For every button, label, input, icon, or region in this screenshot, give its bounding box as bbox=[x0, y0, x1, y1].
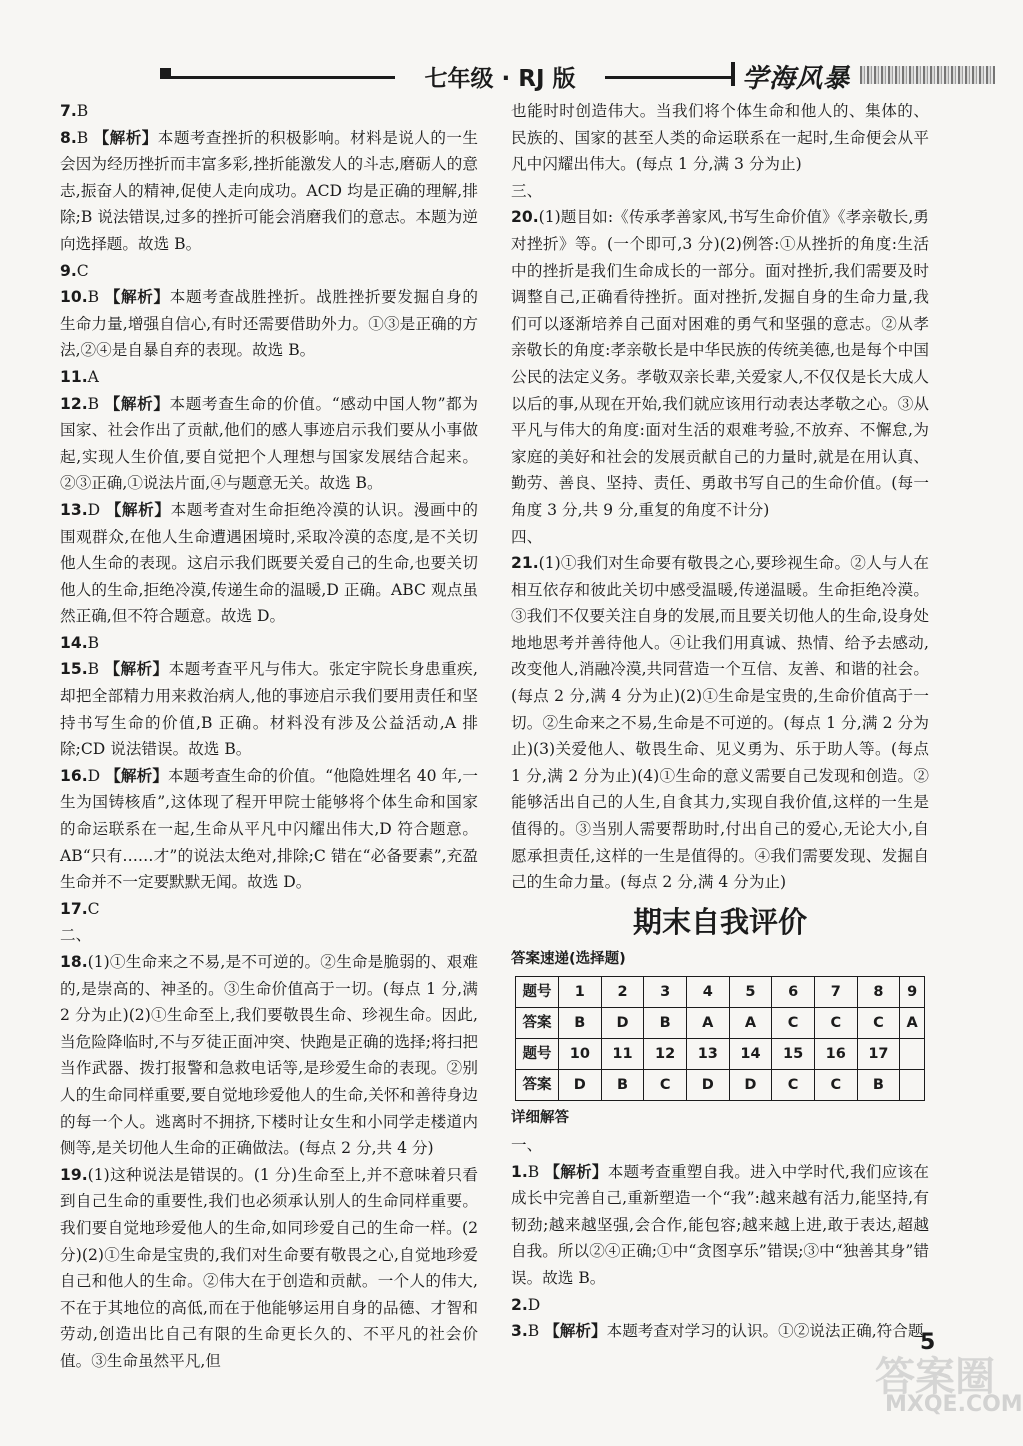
header-title: 七年级 · RJ 版 bbox=[395, 66, 605, 92]
analysis-tag: 【解析】 bbox=[104, 394, 170, 413]
answer-table-cell: 10 bbox=[559, 1039, 602, 1070]
answer-item bbox=[511, 178, 929, 205]
answer-table bbox=[515, 976, 925, 1101]
answer-item bbox=[60, 949, 478, 1162]
answer-choice: B bbox=[87, 288, 105, 307]
answer-table-cell: B bbox=[857, 1070, 900, 1101]
analysis-tag: 【解析】 bbox=[93, 128, 158, 147]
answer-table-cell: 1 bbox=[559, 977, 602, 1008]
answer-item bbox=[511, 550, 929, 896]
answer-table-cell: D bbox=[729, 1070, 772, 1101]
answer-table-cell: 17 bbox=[857, 1039, 900, 1070]
answer-text: C bbox=[87, 899, 100, 918]
quick-answers-label: 答案速递(选择题) bbox=[511, 950, 626, 967]
answer-table-cell: 15 bbox=[772, 1039, 815, 1070]
answer-table-cell: A bbox=[729, 1008, 772, 1039]
analysis-tag: 【解析】 bbox=[544, 1162, 608, 1181]
answer-table-cell: A bbox=[900, 1008, 925, 1039]
detail-label: 详细解答 bbox=[511, 1110, 569, 1127]
question-number: 2. bbox=[511, 1295, 528, 1314]
answer-table-cell: C bbox=[772, 1008, 815, 1039]
answer-item bbox=[60, 258, 478, 285]
answer-table-cell: B bbox=[559, 1008, 602, 1039]
answer-text: 本题考查挫折的积极影响。材料是说人的一生会因为经历挫折而丰富多彩,挫折能激发人的斗志,磨砺人的意志,振奋人的精神,促使人走向成功。ACD 均是正确的理解,排除;B 说法错误,过多的挫折可能会消磨我们的意志。本题为逆向选择题。故选 B。 bbox=[60, 128, 478, 253]
answer-item bbox=[60, 98, 478, 125]
answer-text: 本题考查对生命拒绝冷漠的认识。漫画中的围观群众,在他人生命遭遇困境时,采取冷漠的态度,是不关切他人生命的表现。这启示我们既要关爱自己的生命,也要关切他人的生命,拒绝冷漠,传递生命的温暖,D 正确。ABC 观点虽然正确,但不符合题意。故选 D。 bbox=[60, 500, 478, 626]
question-number: 8. bbox=[60, 128, 77, 147]
answer-text: C bbox=[76, 261, 89, 280]
answer-table-row bbox=[516, 977, 925, 1008]
question-number: 9. bbox=[60, 261, 77, 280]
answer-table-cell: C bbox=[644, 1070, 687, 1101]
answer-table-cell bbox=[900, 1070, 925, 1101]
answer-text: 本题考查平凡与伟大。张定宇院长身患重疾,却把全部精力用来救治病人,他的事迹启示我们要用责任和坚持书写生命的价值,B 正确。材料没有涉及公益活动,A 排除;CD 说法错误。故选 B。 bbox=[60, 660, 478, 759]
brand-logo: 学海风暴 bbox=[742, 64, 851, 94]
answer-text: D bbox=[527, 1295, 541, 1314]
answer-table-cell bbox=[900, 1039, 925, 1070]
answer-table-cell: D bbox=[686, 1070, 729, 1101]
question-number: 1. bbox=[511, 1162, 528, 1181]
question-number: 15. bbox=[60, 660, 88, 679]
question-number: 20. bbox=[511, 208, 539, 227]
section-items bbox=[511, 1159, 929, 1345]
answer-item bbox=[511, 524, 929, 551]
question-number: 19. bbox=[60, 1165, 88, 1184]
page-number: 5 bbox=[920, 1330, 936, 1355]
answer-text: B bbox=[76, 102, 89, 120]
answer-table-cell: C bbox=[814, 1070, 857, 1101]
answer-table-cell: B bbox=[644, 1008, 687, 1039]
question-number: 16. bbox=[60, 766, 88, 785]
answer-text: (1)题目如:《传承孝善家风,书写生命价值》《孝亲敬长,勇对挫折》等。(一个即可,3 分)(2)例答:①从挫折的角度:生活中的挫折是我们生命成长的一部分。面对挫折,我们需要及时调整自己,正确看待挫折。面对挫折,发掘自身的生命力量,我们可以逐渐培养自己面对困难的勇气和坚强的意志。②从孝亲敬长的角度:孝亲敬长是中华民族的传统美德,也是每个中国公民的法定义务。孝敬双亲长辈,关爱家人,不仅仅是长大成人以后的事,从现在开始,我们就应该用行动表达孝敬之心。③从平凡与伟大的角度:面对生活的艰难考验,不放弃、不懈怠,为家庭的美好和社会的发展贡献自己的力量时,就是在用认真、勤劳、善良、坚持、责任、勇敢书写自己的生命价值。(每一角度 3 分,共 9 分,重复的角度不计分) bbox=[511, 208, 929, 519]
answer-table-row bbox=[516, 1008, 925, 1039]
right-column-items bbox=[511, 98, 929, 896]
answer-table-cell: C bbox=[772, 1070, 815, 1101]
part-label: 一、 bbox=[511, 1136, 543, 1154]
answer-text: 本题考查生命的价值。“感动中国人物”都为国家、社会作出了贡献,他们的感人事迹启示我们要从小事做起,实现人生价值,要自觉把个人理想与国家发展结合起来。②③正确,①说法片面,④与题意无关。故选 B。 bbox=[60, 394, 478, 493]
answer-item bbox=[60, 391, 478, 497]
question-number: 11. bbox=[60, 367, 88, 386]
answer-item bbox=[60, 896, 478, 923]
answer-choice: B bbox=[527, 1322, 545, 1341]
answer-item bbox=[60, 630, 478, 657]
answer-table-row bbox=[516, 1039, 925, 1070]
answer-item bbox=[60, 922, 478, 949]
answer-choice: B bbox=[527, 1162, 545, 1181]
answer-item bbox=[60, 763, 478, 896]
answer-table-row-label: 答案 bbox=[516, 1008, 559, 1039]
answer-choice: B bbox=[87, 660, 105, 679]
answer-table-row-label: 题号 bbox=[516, 1039, 559, 1070]
answer-item bbox=[60, 1162, 478, 1375]
answer-text: 本题考查对学习的认识。①②说法正确,符合题 bbox=[606, 1322, 924, 1341]
answer-table-cell: 4 bbox=[686, 977, 729, 1008]
answer-item bbox=[511, 1318, 929, 1345]
question-number: 21. bbox=[511, 554, 539, 573]
answer-table-row-label: 答案 bbox=[516, 1070, 559, 1101]
answer-text: A bbox=[87, 367, 99, 386]
question-number: 14. bbox=[60, 633, 88, 652]
analysis-tag: 【解析】 bbox=[544, 1322, 607, 1341]
answer-table-row bbox=[516, 1070, 925, 1101]
answer-text: 本题考查重塑自我。进入中学时代,我们应该在成长中完善自己,重新塑造一个“我”:越来越有活力,能坚持,有韧劲;越来越坚强,会合作,能包容;越来越上进,敢于表达,超越自我。所以②④正确;①中“贪图享乐”错误;③中“独善其身”错误。故选 B。 bbox=[511, 1162, 929, 1287]
answer-item bbox=[60, 497, 478, 630]
question-number: 13. bbox=[60, 500, 88, 519]
answer-item bbox=[511, 204, 929, 523]
answer-text: 三、 bbox=[511, 181, 543, 200]
question-number: 10. bbox=[60, 288, 88, 307]
watermark-url: MXQE.COM bbox=[885, 1392, 1023, 1417]
question-number: 18. bbox=[60, 953, 88, 971]
answer-table-cell: 13 bbox=[686, 1039, 729, 1070]
answer-table-cell: 11 bbox=[601, 1039, 644, 1070]
answer-text: (1)这种说法是错误的。(1 分)生命至上,并不意味着只看到自己生命的重要性,我们也必须承认别人的生命同样重要。我们要自觉地珍爱他人的生命,如同珍爱自己的生命一样。(2 分)(2)①生命是宝贵的,我们对生命要有敬畏之心,自觉地珍爱自己和他人的生命。②伟大在于创造和贡献。一个人的伟大,不在于其地位的高低,而在于他能够运用自身的品德、才智和劳动,创造出比自己有限的生命更长久的、不平凡的社会价值。③生命虽然平凡,但 bbox=[60, 1165, 478, 1370]
answer-table-cell: 2 bbox=[601, 977, 644, 1008]
section-title: 期末自我评价 bbox=[632, 904, 807, 939]
answer-choice: B bbox=[76, 128, 94, 147]
answer-item bbox=[511, 1292, 929, 1319]
answer-table-cell: 3 bbox=[644, 977, 687, 1008]
answer-choice: B bbox=[87, 394, 105, 413]
analysis-tag: 【解析】 bbox=[105, 500, 171, 519]
header-square-mark bbox=[160, 68, 171, 79]
answer-table-cell: 9 bbox=[900, 977, 925, 1008]
answer-item bbox=[60, 364, 478, 391]
answer-table-cell: 16 bbox=[814, 1039, 857, 1070]
question-number: 12. bbox=[60, 394, 88, 413]
answer-text: 也能时时创造伟大。当我们将个体生命和他人的、集体的、民族的、国家的甚至人类的命运联系在一起时,生命便会从平凡中闪耀出伟大。(每点 1 分,满 3 分为止) bbox=[511, 102, 929, 174]
header-texture bbox=[860, 66, 995, 84]
answer-item bbox=[60, 125, 478, 258]
analysis-tag: 【解析】 bbox=[104, 660, 169, 679]
answer-text: (1)①我们对生命要有敬畏之心,要珍视生命。②人与人在相互依存和彼此关切中感受温暖,传递温暖。生命拒绝冷漠。③我们不仅要关注自身的发展,而且要关切他人的生命,设身处地地思考并善待他人。④让我们用真诚、热情、给予去感动,改变他人,消融冷漠,共同营造一个互信、友善、和谐的社会。(每点 2 分,满 4 分为止)(2)①生命是宝贵的,生命价值高于一切。②生命来之不易,生命是不可逆的。(每点 1 分,满 2 分为止)(3)关爱他人、敬畏生命、见义勇为、乐于助人等。(每点 1 分,满 2 分为止)(4)①生命的意义需要自己发现和创造。②能够活出自己的人生,自食其力,实现自我价值,这样的一生是值得的。③当别人需要帮助时,付出自己的爱心,无论大小,自愿承担责任,这样的一生是值得的。④我们需要发现、发掘自己的生命力量。(每点 2 分,满 4 分为止) bbox=[511, 554, 929, 892]
answer-table-cell: C bbox=[857, 1008, 900, 1039]
answer-item bbox=[511, 98, 929, 178]
answer-text: 二、 bbox=[60, 926, 92, 945]
left-column bbox=[60, 98, 478, 1375]
answer-table-cell: 6 bbox=[772, 977, 815, 1008]
answer-table-cell: 8 bbox=[857, 977, 900, 1008]
answer-text: 四、 bbox=[511, 527, 543, 546]
answer-table-cell: B bbox=[601, 1070, 644, 1101]
question-number: 17. bbox=[60, 899, 88, 918]
answer-text: 本题考查战胜挫折。战胜挫折要发掘自身的生命力量,增强自信心,有时还需要借助外力。①③是正确的方法,②④是自暴自弃的表现。故选 B。 bbox=[60, 288, 478, 360]
answer-table-cell: 7 bbox=[814, 977, 857, 1008]
question-number: 3. bbox=[511, 1322, 528, 1341]
answer-item bbox=[511, 1159, 929, 1292]
answer-table-row-label: 题号 bbox=[516, 977, 559, 1008]
page-header bbox=[0, 0, 1000, 92]
answer-item bbox=[60, 284, 478, 364]
answer-table-cell: 14 bbox=[729, 1039, 772, 1070]
right-column bbox=[511, 98, 929, 1345]
answer-text: B bbox=[87, 633, 100, 652]
answer-table-cell: C bbox=[814, 1008, 857, 1039]
answer-text: (1)①生命来之不易,是不可逆的。②生命是脆弱的、艰难的,是崇高的、神圣的。③生命价值高于一切。(每点 1 分,满 2 分为止)(2)①生命至上,我们要敬畏生命、珍视生命。因此,当危险降临时,不与歹徒正面冲突、快跑是正确的选择;将扫把当作武器、拨打报警和急救电话等,是珍爱生命的表现。②别人的生命同样重要,要自觉地珍爱他人的生命,关怀和善待身边的每一个人。逃离时不拥挤,下楼时让女生和小同学走楼道内侧等,是关切他人生命的正确做法。(每点 2 分,共 4 分) bbox=[60, 953, 478, 1158]
answer-choice: D bbox=[87, 766, 106, 785]
answer-table-cell: D bbox=[559, 1070, 602, 1101]
answer-choice: D bbox=[87, 500, 106, 519]
analysis-tag: 【解析】 bbox=[105, 766, 169, 785]
answer-item bbox=[60, 656, 478, 762]
watermark-logo: 答案圈 bbox=[875, 1354, 995, 1400]
analysis-tag: 【解析】 bbox=[104, 288, 170, 307]
answer-table-cell: A bbox=[686, 1008, 729, 1039]
answer-table-cell: 5 bbox=[729, 977, 772, 1008]
answer-table-cell: 12 bbox=[644, 1039, 687, 1070]
answer-table-cell: D bbox=[601, 1008, 644, 1039]
header-divider bbox=[731, 62, 735, 86]
answer-text: 本题考查生命的价值。“他隐姓埋名 40 年,一生为国铸核盾”,这体现了程开甲院士能够将个体生命和国家的命运联系在一起,生命从平凡中闪耀出伟大,D 符合题意。AB“只有……才”的说法太绝对,排除;C 错在“必备要素”,充盈生命并不一定要默默无闻。故选 D。 bbox=[60, 766, 478, 892]
question-number: 7. bbox=[60, 102, 77, 120]
